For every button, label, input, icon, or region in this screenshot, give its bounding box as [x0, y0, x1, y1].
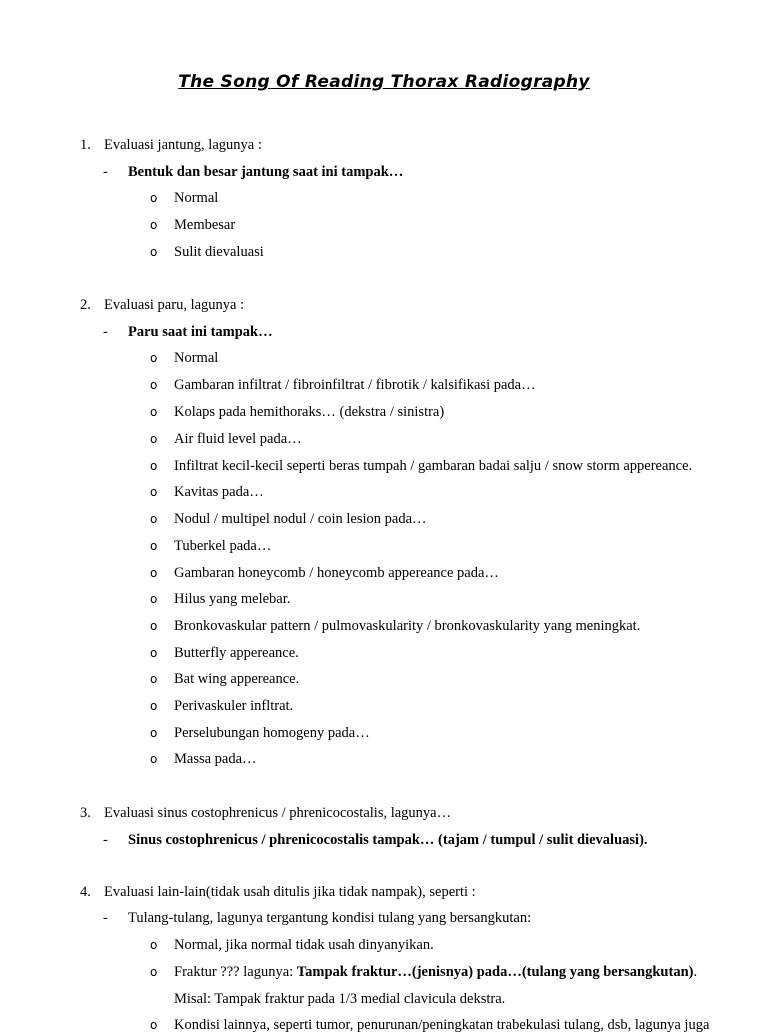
bullet-marker: o — [150, 752, 158, 766]
section-subheading: Paru saat ini tampak… — [128, 324, 273, 340]
bullet-marker: o — [150, 245, 158, 259]
bullet-marker: o — [150, 191, 158, 205]
section-subheading: Sinus costophrenicus / phrenicocostalis tampak… (tajam / tumpul / sulit dievaluasi). — [128, 832, 648, 848]
bullet-marker: o — [150, 485, 158, 499]
bullet-marker: o — [150, 699, 158, 713]
fraktur-phrase: Tampak fraktur…(jenisnya) pada…(tulang yang bersangkutan) — [296, 964, 694, 980]
bullet-marker: o — [150, 592, 158, 606]
bullet-marker: o — [150, 965, 158, 979]
bullet-marker: o — [150, 938, 158, 952]
bullet-marker: o — [150, 539, 158, 553]
bullet-marker: o — [150, 619, 158, 633]
bullet-marker: o — [150, 726, 158, 740]
dash-marker: - — [103, 164, 108, 180]
bullet-marker: o — [150, 566, 158, 580]
section-number: 1. — [80, 137, 91, 153]
section-subheading: Tulang-tulang, lagunya tergantung kondisi tulang yang bersangkutan: — [128, 910, 532, 926]
section-heading: Evaluasi lain-lain(tidak usah ditulis jika tidak nampak), seperti : — [104, 884, 476, 900]
dash-marker: - — [103, 832, 108, 848]
bullet-marker: o — [150, 646, 158, 660]
bullet-marker: o — [150, 432, 158, 446]
bullet-marker: o — [150, 218, 158, 232]
section-number: 3. — [80, 805, 91, 821]
section-number: 2. — [80, 297, 91, 313]
bullet-marker: o — [150, 672, 158, 686]
bullet-marker: o — [150, 351, 158, 365]
bullet-marker: o — [150, 512, 158, 526]
bullet-marker: o — [150, 459, 158, 473]
section-subheading: Bentuk dan besar jantung saat ini tampak… — [128, 164, 404, 180]
document-title: The Song Of Reading Thorax Radiography — [178, 72, 590, 92]
bullet-marker: o — [150, 378, 158, 392]
section-heading: Evaluasi paru, lagunya : — [104, 297, 245, 313]
document-page: The Song Of Reading Thorax Radiography 1. Evaluasi jantung, lagunya : - Bentuk dan besar jantung saat ini tampak… o Normal o Membesar o Sulit dievaluasi 2. Evaluasi paru, lagunya : - Paru saat ini tampak… o Normal o Gambaran infiltrat / fibroinfiltrat / fibrotik / kalsifikasi pada… o Kolaps pada hemithoraks… (dekstra / sinistra) o Air fluid level pada… o Infiltrat kecil-kecil seperti beras tumpah / gambaran badai salju / snow storm appereance. o Kavitas pada… o Nodul / multipel nodul / coin lesion pada… o Tuberkel pada… o Gambaran honeycomb / honeycomb appereance pada… o Hilus yang melebar. o Bronkovaskular pattern / pulmovaskularity / bronkovaskularity yang meningkat. o Butterfly appereance. o Bat wing appereance. o Perivaskuler infltrat. o Perselubungan homogeny pada… o Massa pada… 3. Evaluasi sinus costophrenicus / phrenicocostalis, lagunya… - Sinus costophrenicus / phrenicocostalis tampak… (tajam / tumpul / sulit dievaluasi). 4. Evaluasi lain-lain(tidak usah ditulis jika tidak nampak), seperti : - Tulang-tulang, lagunya tergantung kondisi tulang yang bersangkutan: o Normal, jika normal tidak usah dinyanyikan. o Fraktur ??? lagunya: Tampak fraktur…(jenisnya) pada…(tulang yang bersangkutan). Misal: Tampak fraktur pada 1/3 medial clavicula dekstra. o Kondisi lainnya, seperti tumor, penurunan/peningkatan trabekulasi tulang, dsb, lagunya juga — [0, 0, 768, 1024]
section-heading: Evaluasi sinus costophrenicus / phrenicocostalis, lagunya… — [104, 805, 452, 821]
section-number: 4. — [80, 884, 91, 900]
bullet-marker: o — [150, 1018, 158, 1032]
dash-marker: - — [103, 324, 108, 340]
bullet-marker: o — [150, 405, 158, 419]
section-heading: Evaluasi jantung, lagunya : — [104, 137, 262, 153]
dash-marker: - — [103, 910, 108, 926]
